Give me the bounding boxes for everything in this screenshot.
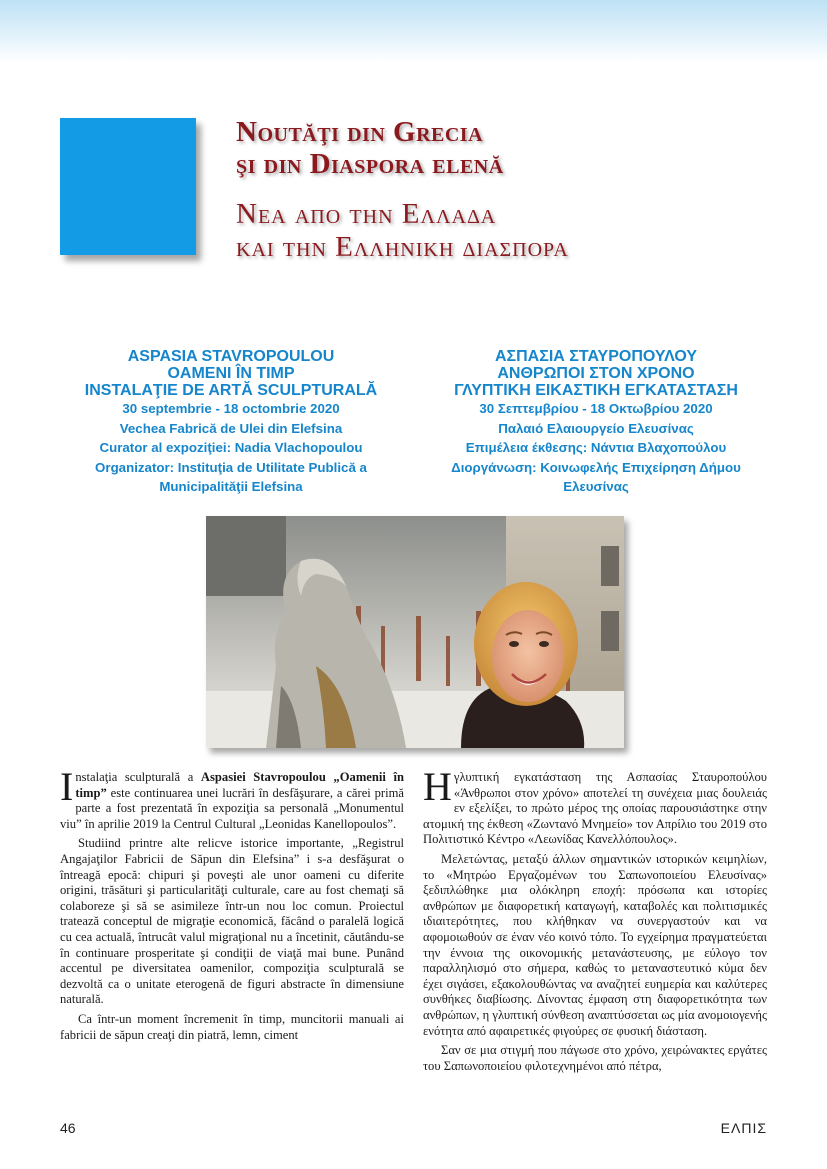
gr-paragraph-1 [423,764,767,848]
decorative-blue-square [60,118,196,255]
ro-p1-artist-title: Aspasiei Stavropoulou „Oamenii în timp” [75,770,404,800]
info-gr-dates: 30 Σεπτεμβρίου - 18 Οκτωβρίου 2020 [479,401,713,416]
gr-dropcap: Η [423,764,452,809]
ro-p1-start: nstalaţia sculpturală a [75,770,201,784]
info-gr-title-2: ΑΝΘΡΩΠΟΙ ΣΤΟΝ ΧΡΟΝΟ [497,365,695,382]
ro-p1-rest: este continuarea unei lucrări în desfăşurare, a cărei primă parte a fost prezentată în expoziţia sa personală „Monumentul viu” în aprilie 2019 la Centrul Cultural „Leonidas Kanellopoulos”. [60,785,404,831]
gr-p1-text: γλυπτική εγκατάσταση της Ασπασίας Σταυροπούλου «Άνθρωποι στον χρόνο» αποτελεί τη συνέχεια μιας δουλειάς εν εξελίξει, το πρώτο μέρος της οποίας παρουσιάστηκε στην ατομική της έκθεση «Ζωντανό Μνημείο» τον Απρίλιο του 2019 στο Πολιτιστικό Κέντρο «Λεωνίδας Κανελλόπουλος». [423,770,767,847]
ro-paragraph-3: Ca într-un moment încremenit în timp, muncitorii manuali ai fabricii de săpun creaţi din piatră, lemn, ciment [60,1011,404,1042]
info-ro-curator: Curator al expoziţiei: Nadia Vlachopoulou [99,440,363,455]
title-ro-line-2: şi din Diaspora elenă [236,148,504,180]
article-body-romanian [60,764,404,1047]
artist-photo [206,516,624,748]
info-gr-venue: Παλαιό Ελαιουργείο Ελευσίνας [498,420,694,436]
top-gradient-band [0,0,827,62]
gr-paragraph-2: Μελετώντας, μεταξύ άλλων σημαντικών ιστορικών κειμηλίων, το «Μητρώο Εργαζομένων του Σαπωνοποιείου Ελευσίνας» ξεδιπλώθηκε μια ολόκληρη εποχή: πρόσωπα και ιστορίες ανθρώπων με διαφορετική καταγωγή, καταβολές και πολιτισμικές ιδιαιτερότητες, που κλήθηκαν να συνεργαστούν και να αφομοιωθούν σε έναν νέο κοινό τόπο. Το εγχείρημα πραγματεύεται την έννοια της οικονομικής μετανάστευσης, με εύλογο τον παραλληλισμό στο σήμερα, καθώς το μεταναστευτικό κύμα δεν έχει σιγάσει, εξακολουθώντας να αναζητεί ευημερία και καλύτερες συνθήκες διαβίωσης. Δίνοντας έμφαση στη διαφορετικότητα των ανθρώπων, η γλυπτική σύνθεση αναπτύσσεται ως μία ανομοιογενής ενότητα από αφαιρετικές φιγούρες σε φυσική διάσταση. [423,851,767,1038]
info-ro-organizer: Organizator: Instituţia de Utilitate Publică a [95,459,367,475]
ro-dropcap: I [60,764,74,809]
info-ro-organizer-cont: Municipalităţii Elefsina [159,479,303,494]
info-gr-title-1: ΑΣΠΑΣΙΑ ΣΤΑΥΡΟΠΟΥΛΟΥ [494,348,698,365]
title-gr-line-1: Νεα απο την Ελλαδα [236,198,497,230]
info-gr-organizer: Διοργάνωση: Κοινωφελής Επιχείρηση Δήμου [451,459,741,475]
info-gr-title-3: ΓΛΥΠΤΙΚΗ ΕΙΚΑΣΤΙΚΗ ΕΓΚΑΤΑΣΤΑΣΗ [454,382,738,399]
photo-illustration [206,516,624,748]
article-body-greek [423,764,767,1078]
gr-paragraph-3: Σαν σε μια στιγμή που πάγωσε στο χρόνο, χειρώνακτες εργάτες του Σαπωνοποιείου φιλοτεχνημένοι από πέτρα, [423,1043,767,1073]
info-ro-dates: 30 septembrie - 18 octombrie 2020 [122,401,340,416]
exhibition-info-greek [426,348,766,497]
magazine-name: ΕΛΠΙΣ [720,1120,767,1136]
ro-paragraph-1 [60,764,404,832]
info-gr-curator: Επιμέλεια έκθεσης: Νάντια Βλαχοπούλου [465,440,727,455]
section-title-greek [236,198,569,264]
ro-paragraph-2: Studiind printre alte relicve istorice importante, „Registrul Angajaţilor Fabricii de Săpun din Elefsina” i s-a desfăşurat o întreagă epocă: chipuri şi poveşti ale unor oameni cu diferite origini, trăsături şi particularităţi culturale, care au fost chemaţi să colaboreze şi să se asimileze într-un nou loc comun. Proiectul tratează conceptul de migraţie economică, făcând o paralelă logică cu cea actuală, întrucât valul migraţional nu a încetinit, căutându-se în continuare prosperitate şi condiţii de viaţă mai bune. Punând accentul pe diversitatea oamenilor, compoziţia sculpturală se dezvoltă ca o unitate eterogenă de figuri abstracte în dimensiune naturală. [60,836,404,1007]
section-title-romanian [236,116,504,180]
info-ro-title-3: INSTALAŢIE DE ARTĂ SCULPTURALĂ [84,382,378,399]
page-number: 46 [60,1120,76,1136]
exhibition-info-romanian [60,348,402,497]
title-gr-line-2: και την Ελληνικη διασπορα [236,231,569,263]
info-ro-title-1: ASPASIA STAVROPOULOU [127,348,335,365]
title-ro-line-1: Noutăţi din Grecia [236,116,484,148]
info-ro-venue: Vechea Fabrică de Ulei din Elefsina [119,420,343,436]
info-gr-organizer-cont: Ελευσίνας [563,479,629,494]
info-ro-title-2: OAMENI ÎN TIMP [167,365,295,382]
